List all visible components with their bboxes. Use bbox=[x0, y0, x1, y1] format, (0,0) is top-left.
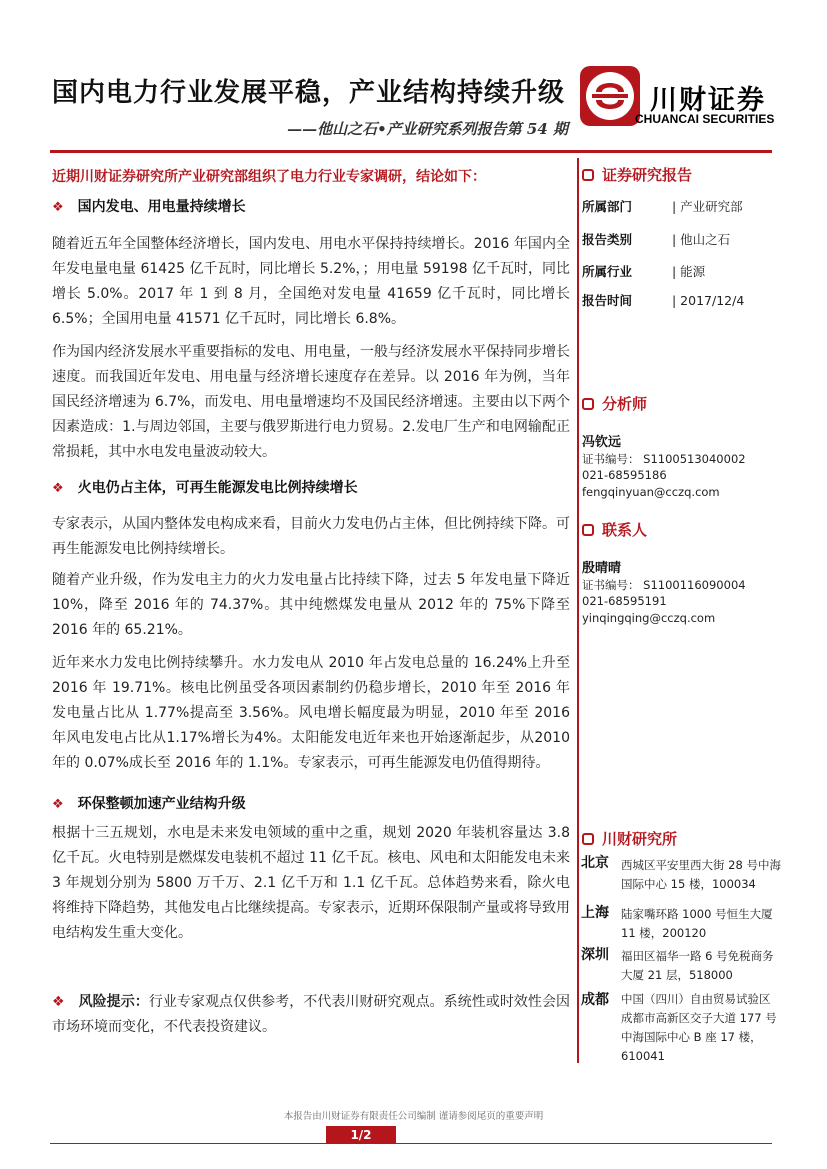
footer-disclaimer: 本报告由川财证券有限责任公司编制 谨请参阅尾页的重要声明 bbox=[283, 1111, 544, 1122]
paragraph: 专家表示，从国内整体发电构成来看，目前火力发电仍占主体，但比例持续下降。可再生能源发电比例持续增长。 bbox=[52, 516, 570, 557]
sidebar-divider bbox=[577, 158, 579, 1063]
contact-cert: 证书编号： S1100116090004 bbox=[582, 578, 746, 592]
office-address-shanghai: 陆家嘴环路 1000 号恒生大厦 11 楼，200120 bbox=[621, 907, 773, 940]
section-heading-text: 国内发电、用电量持续增长 bbox=[77, 199, 246, 215]
diamond-bullet-icon: ❖ bbox=[52, 994, 65, 1010]
diamond-bullet-icon: ❖ bbox=[52, 797, 64, 812]
meta-key: 报告时间 bbox=[582, 293, 633, 308]
section-heading bbox=[52, 477, 358, 497]
paragraph: 根据十三五规划，水电是未来发电领域的重中之重，规划 2020 年装机容量达 3.8 亿千瓦。火电特别是燃煤发电装机不超过 11 亿千瓦。核电、风电和太阳能发电未来 3 年规划分别为 5800 万千万、2.1 亿千万和 1.1 亿千瓦。总体趋势来看，除火电将维持下降趋势，其他发电占比继续提高。专家表示，近期环保限制产量或将导致用电结构发生重大变化。 bbox=[52, 825, 570, 941]
logo-chinese-name: 川财证券 bbox=[650, 85, 766, 116]
square-bullet-icon bbox=[582, 833, 594, 845]
page-number: 1/2 bbox=[326, 1126, 396, 1144]
header-divider bbox=[50, 150, 772, 153]
chuancai-logo-icon bbox=[580, 66, 640, 126]
section-heading bbox=[52, 793, 246, 813]
office-city-shenzhen: 深圳 bbox=[581, 947, 609, 963]
paragraph: 随着产业升级，作为发电主力的火力发电量占比持续下降，过去 5 年发电量下降近 10%，降至 2016 年的 74.37%。其中纯燃煤发电量从 2012 年的 75%下降至 2016 年的 65.21%。 bbox=[52, 572, 570, 638]
paragraph: 随着近五年全国整体经济增长，国内发电、用电水平保持持续增长。2016 年国内全年发电量电量 61425 亿千瓦时，同比增长 5.2%，；用电量 59198 亿千瓦时，同比增长 5.0%。2017 年 1 到 8 月，全国绝对发电量 41659 亿千瓦时，同比增长 6.5%；全国用电量 41571 亿千瓦时，同比增长 6.8%。 bbox=[52, 236, 570, 327]
office-address-shenzhen: 福田区福华一路 6 号免税商务大厦 21 层，518000 bbox=[621, 949, 774, 982]
office-city-shanghai: 上海 bbox=[581, 905, 609, 921]
office-city-chengdu: 成都 bbox=[581, 992, 609, 1008]
analyst-name: 冯钦远 bbox=[582, 435, 622, 450]
square-bullet-icon bbox=[582, 524, 594, 536]
report-type-heading bbox=[582, 164, 692, 185]
meta-value: | 2017/12/4 bbox=[672, 293, 745, 308]
square-bullet-icon bbox=[582, 398, 594, 410]
analyst-email[interactable]: fengqinyuan@cczq.com bbox=[582, 485, 720, 499]
institute-heading bbox=[582, 828, 677, 849]
office-address-chengdu: 中国（四川）自由贸易试验区成都市高新区交子大道 177 号中海国际中心 B 座 17 楼，610041 bbox=[621, 992, 777, 1063]
meta-value: | 能源 bbox=[672, 264, 706, 279]
contact-name: 殷晴晴 bbox=[582, 561, 622, 576]
meta-key: 所属行业 bbox=[582, 264, 633, 279]
section-heading-text: 火电仍占主体，可再生能源发电比例持续增长 bbox=[77, 480, 358, 496]
meta-value: | 他山之石 bbox=[672, 232, 731, 247]
institute-heading-text: 川财研究所 bbox=[602, 830, 678, 848]
meta-key: 报告类别 bbox=[582, 232, 633, 247]
report-series-subtitle: ——他山之石•产业研究系列报告第 54 期 bbox=[287, 120, 568, 138]
diamond-bullet-icon: ❖ bbox=[52, 481, 64, 496]
logo-english-name: CHUANCAI SECURITIES bbox=[635, 112, 775, 126]
analyst-cert: 证书编号： S1100513040002 bbox=[582, 452, 746, 466]
meta-value: | 产业研究部 bbox=[672, 199, 743, 214]
office-address-beijing: 西城区平安里西大街 28 号中海国际中心 15 楼，100034 bbox=[621, 858, 781, 891]
contact-heading-text: 联系人 bbox=[602, 521, 648, 539]
meta-date bbox=[582, 291, 744, 309]
section-heading-text: 环保整顿加速产业结构升级 bbox=[77, 796, 246, 812]
meta-category bbox=[582, 230, 730, 248]
contact-email[interactable]: yinqingqing@cczq.com bbox=[582, 611, 716, 625]
contact-heading bbox=[582, 519, 647, 540]
contact-phone: 021-68595191 bbox=[582, 594, 667, 608]
section-heading bbox=[52, 196, 246, 216]
paragraph: 近年来水力发电比例持续攀升。水力发电从 2010 年占发电总量的 16.24%上升至 2016 年 19.71%。核电比例虽受各项因素制约仍稳步增长，2010 年至 2016 年发电量占比从 1.77%提高至 3.56%。风电增长幅度最为明显，2010 年至 2016 年风电发电占比从1.17%增长为4%。太阳能发电近年来也开始逐渐起步，从2010 年的 0.07%成长至 2016 年的 1.1%。专家表示，可再生能源发电仍值得期待。 bbox=[52, 655, 570, 771]
report-type-heading-text: 证券研究报告 bbox=[602, 166, 693, 184]
square-bullet-icon bbox=[582, 169, 594, 181]
intro-line: 近期川财证券研究所产业研究部组织了电力行业专家调研，结论如下： bbox=[52, 169, 486, 185]
analyst-heading-text: 分析师 bbox=[602, 395, 648, 413]
analyst-phone: 021-68595186 bbox=[582, 468, 667, 482]
office-city-beijing: 北京 bbox=[581, 855, 609, 871]
analyst-heading bbox=[582, 393, 647, 414]
meta-industry bbox=[582, 262, 705, 280]
footer-divider bbox=[50, 1143, 772, 1144]
diamond-bullet-icon: ❖ bbox=[52, 200, 64, 215]
meta-key: 所属部门 bbox=[582, 199, 633, 214]
risk-text: 行业专家观点仅供参考，不代表川财研究观点。系统性或时效性会因市场环境而变化，不代表投资建议。 bbox=[52, 994, 571, 1035]
risk-warning bbox=[52, 990, 570, 1040]
risk-label: 风险提示： bbox=[78, 994, 149, 1010]
meta-department bbox=[582, 197, 743, 215]
report-title: 国内电力行业发展平稳，产业结构持续升级 bbox=[52, 78, 566, 108]
paragraph: 作为国内经济发展水平重要指标的发电、用电量，一般与经济发展水平保持同步增长速度。而我国近年发电、用电量与经济增长速度存在差异。以 2016 年为例，当年国民经济增速为 6.7%，而发电、用电量增速均不及国民经济增速。主要由以下两个因素造成：1.与周边邻国，主要与俄罗斯进行电力贸易。2.发电厂生产和电网输配正常损耗，其中水电发电量波动较大。 bbox=[52, 344, 570, 460]
